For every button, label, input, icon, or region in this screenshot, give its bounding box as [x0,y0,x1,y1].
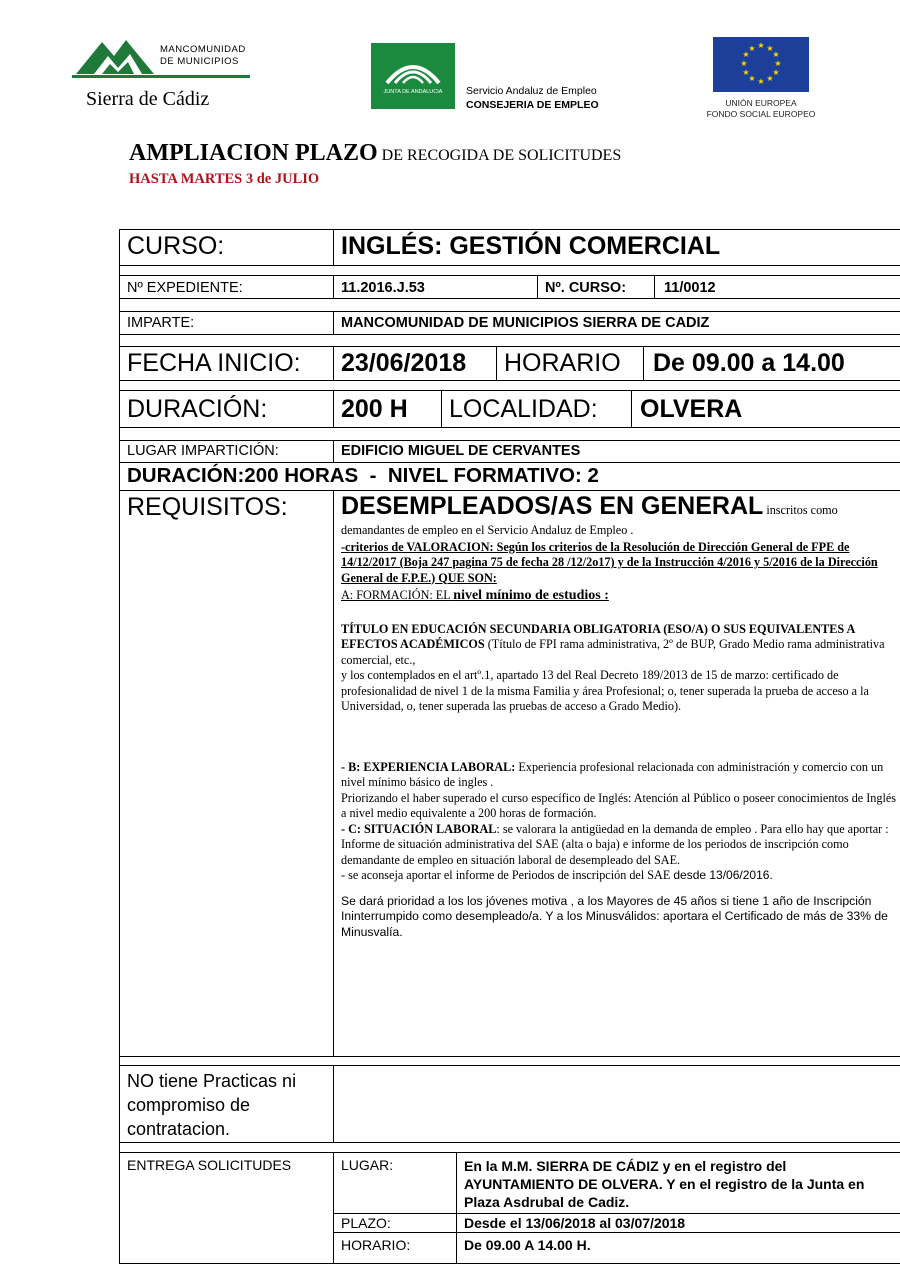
svg-text:★: ★ [757,77,765,86]
entrega-lugar-label: LUGAR: [341,1157,394,1173]
eu-line1: UNIÓN EUROPEA [725,98,797,108]
ncurso-label: Nº. CURSO: [545,280,627,296]
entrega-lugar-value: En la M.M. SIERRA DE CÁDIZ y en el registro del AYUNTAMIENTO DE OLVERA. Y en el registro de la Junta en Plaza Asdrubal de Cadiz. [464,1158,865,1210]
titulo-eso: TÍTULO EN EDUCACIÓN SECUNDARIA OBLIGATORIA (ESO/A) O SUS EQUIVALENTES A [341,621,856,636]
junta-andalucia-logo [371,43,455,109]
fecha-value: 23/06/2018 [341,349,467,377]
situacion-bold: - C: SITUACIÓN LABORAL [341,821,497,836]
expediente-value: 11.2016.J.53 [341,280,425,296]
horario-value: De 09.00 a 14.00 [653,349,845,377]
duracion-nivel: DURACIÓN:200 HORAS - NIVEL FORMATIVO: 2 [127,464,599,487]
curso-label: CURSO: [127,232,225,260]
svg-text:★: ★ [772,68,780,77]
lugar-label: LUGAR IMPARTICIÓN: [127,443,279,459]
sae-line1: Servicio Andaluz de Empleo [466,85,597,97]
ncurso-value: 11/0012 [664,280,716,296]
requisitos-label: REQUISITOS: [127,493,288,521]
svg-text:★: ★ [766,74,774,83]
svg-text:★: ★ [757,41,765,50]
priorizando: Priorizando el haber superado el curso específico de Inglés: Atención al Público o poseer conocimientos de Inglés a nivel medio equivalente a 200 horas de formación. [341,790,897,820]
svg-text:★: ★ [740,59,748,68]
mancomunidad-logo [72,34,252,114]
experiencia-bold: - B: EXPERIENCIA LABORAL: [341,759,516,774]
eu-flag-icon [713,37,809,92]
curso-value: INGLÉS: GESTIÓN COMERCIAL [341,232,721,260]
title-rest: DE RECOGIDA DE SOLICITUDES [377,147,622,164]
entrega-plazo-value: Desde el 13/06/2018 al 03/07/2018 [464,1215,686,1231]
svg-text:★: ★ [748,44,756,53]
practicas-note: NO tiene Practicas ni compromiso de contratacion. [127,1071,297,1139]
page-title [129,140,621,167]
contemplados: y los contemplados en el artº.1, apartado 13 del Real Decreto 189/2013 de 15 de marzo: certificado de profesionalidad de nivel 1 de la misma Familia y área Profesional; o, tener superada la prueba de acceso a la Universidad, o, tener superada las pruebas de acceso a Grado Medio). [341,668,869,713]
arch-icon [371,43,455,109]
situacion-rest: : se valorara la antigüedad en la demanda de empleo . Para ello hay que aportar : Informe de situación administrativa del SAE (alta o baja) e informe de los periodos de inscripción como demandante de empleo en situación laboral de desempleado del SAE. [341,821,889,867]
entrega-label: ENTREGA SOLICITUDES [127,1157,292,1173]
efectos-bold: EFECTOS ACADÉMICOS [341,637,485,651]
horario-label: HORARIO [504,349,621,377]
title-main: AMPLIACION PLAZO [129,140,378,166]
requisitos-headline: DESEMPLEADOS/AS EN GENERAL [341,492,764,520]
svg-text:★: ★ [748,74,756,83]
formacion-b: nivel mínimo de estudios : [453,588,609,603]
svg-text:★: ★ [742,50,750,59]
criterios-valoracion: -criterios de VALORACION: Según los criterios de la Resolución de Dirección General de FPE de 14/12/2017 (Boja 247 pagina 75 de fecha 28 /12/2o17) y de la Instrucción 4/2016 y 5/2016 de la Dirección General de F.P.E.) QUE SON: [341,539,878,585]
requisitos-line1: demandantes de empleo en el Servicio Andaluz de Empleo . [341,523,634,537]
duracion-value: 200 H [341,395,408,423]
efectos-rest: (Título de FPI rama administrativa, 2º de BUP, Grado Medio rama administrativa comercial, etc., [341,637,885,667]
eu-line2: FONDO SOCIAL EUROPEO [706,109,816,119]
svg-text:★: ★ [742,68,750,77]
sae-line2: CONSEJERIA DE EMPLEO [466,99,599,111]
deadline: HASTA MARTES 3 de JULIO [129,171,320,187]
svg-text:★: ★ [766,44,774,53]
entrega-plazo-label: PLAZO: [341,1215,391,1231]
expediente-label: Nº EXPEDIENTE: [127,280,243,296]
mancomunidad-line1: MANCOMUNIDAD [160,44,246,55]
experiencia-rest: Experiencia profesional relacionada con administración y comercio con un nivel mínimo básico de ingles . [341,759,884,789]
imparte-label: IMPARTE: [127,315,195,331]
localidad-value: OLVERA [640,395,743,423]
requisitos-headline-tail: inscritos como [763,503,838,517]
svg-text:★: ★ [774,59,782,68]
mancomunidad-line2: DE MUNICIPIOS [160,56,239,67]
svg-text:★: ★ [772,50,780,59]
entrega-horario-value: De 09.00 A 14.00 H. [464,1237,591,1253]
localidad-label: LOCALIDAD: [449,395,598,423]
fecha-label: FECHA INICIO: [127,349,301,377]
duracion-label: DURACIÓN: [127,395,268,423]
formacion-a: A: FORMACIÓN: EL [341,588,454,602]
lugar-value: EDIFICIO MIGUEL DE CERVANTES [341,443,581,459]
prioridad: Se dará prioridad a los los jóvenes motiva , a los Mayores de 45 años si tiene 1 año de Inscripción Ininterrumpido como desempleado/a. Y a los Minusválidos: aportara el Certificado de más de 33% de Minusvalía. [341,893,888,939]
aconseja-b: desde 13/06/2016. [673,868,773,882]
entrega-horario-label: HORARIO: [341,1237,411,1253]
aconseja-a: - se aconseja aportar el informe de Periodos de inscripción del SAE [341,868,674,882]
imparte-value: MANCOMUNIDAD DE MUNICIPIOS SIERRA DE CADIZ [341,315,710,331]
junta-logo-text: JUNTA DE ANDALUCIA [383,89,443,95]
requisitos-content [341,491,897,940]
sierra-de-cadiz: Sierra de Cádiz [86,88,210,110]
